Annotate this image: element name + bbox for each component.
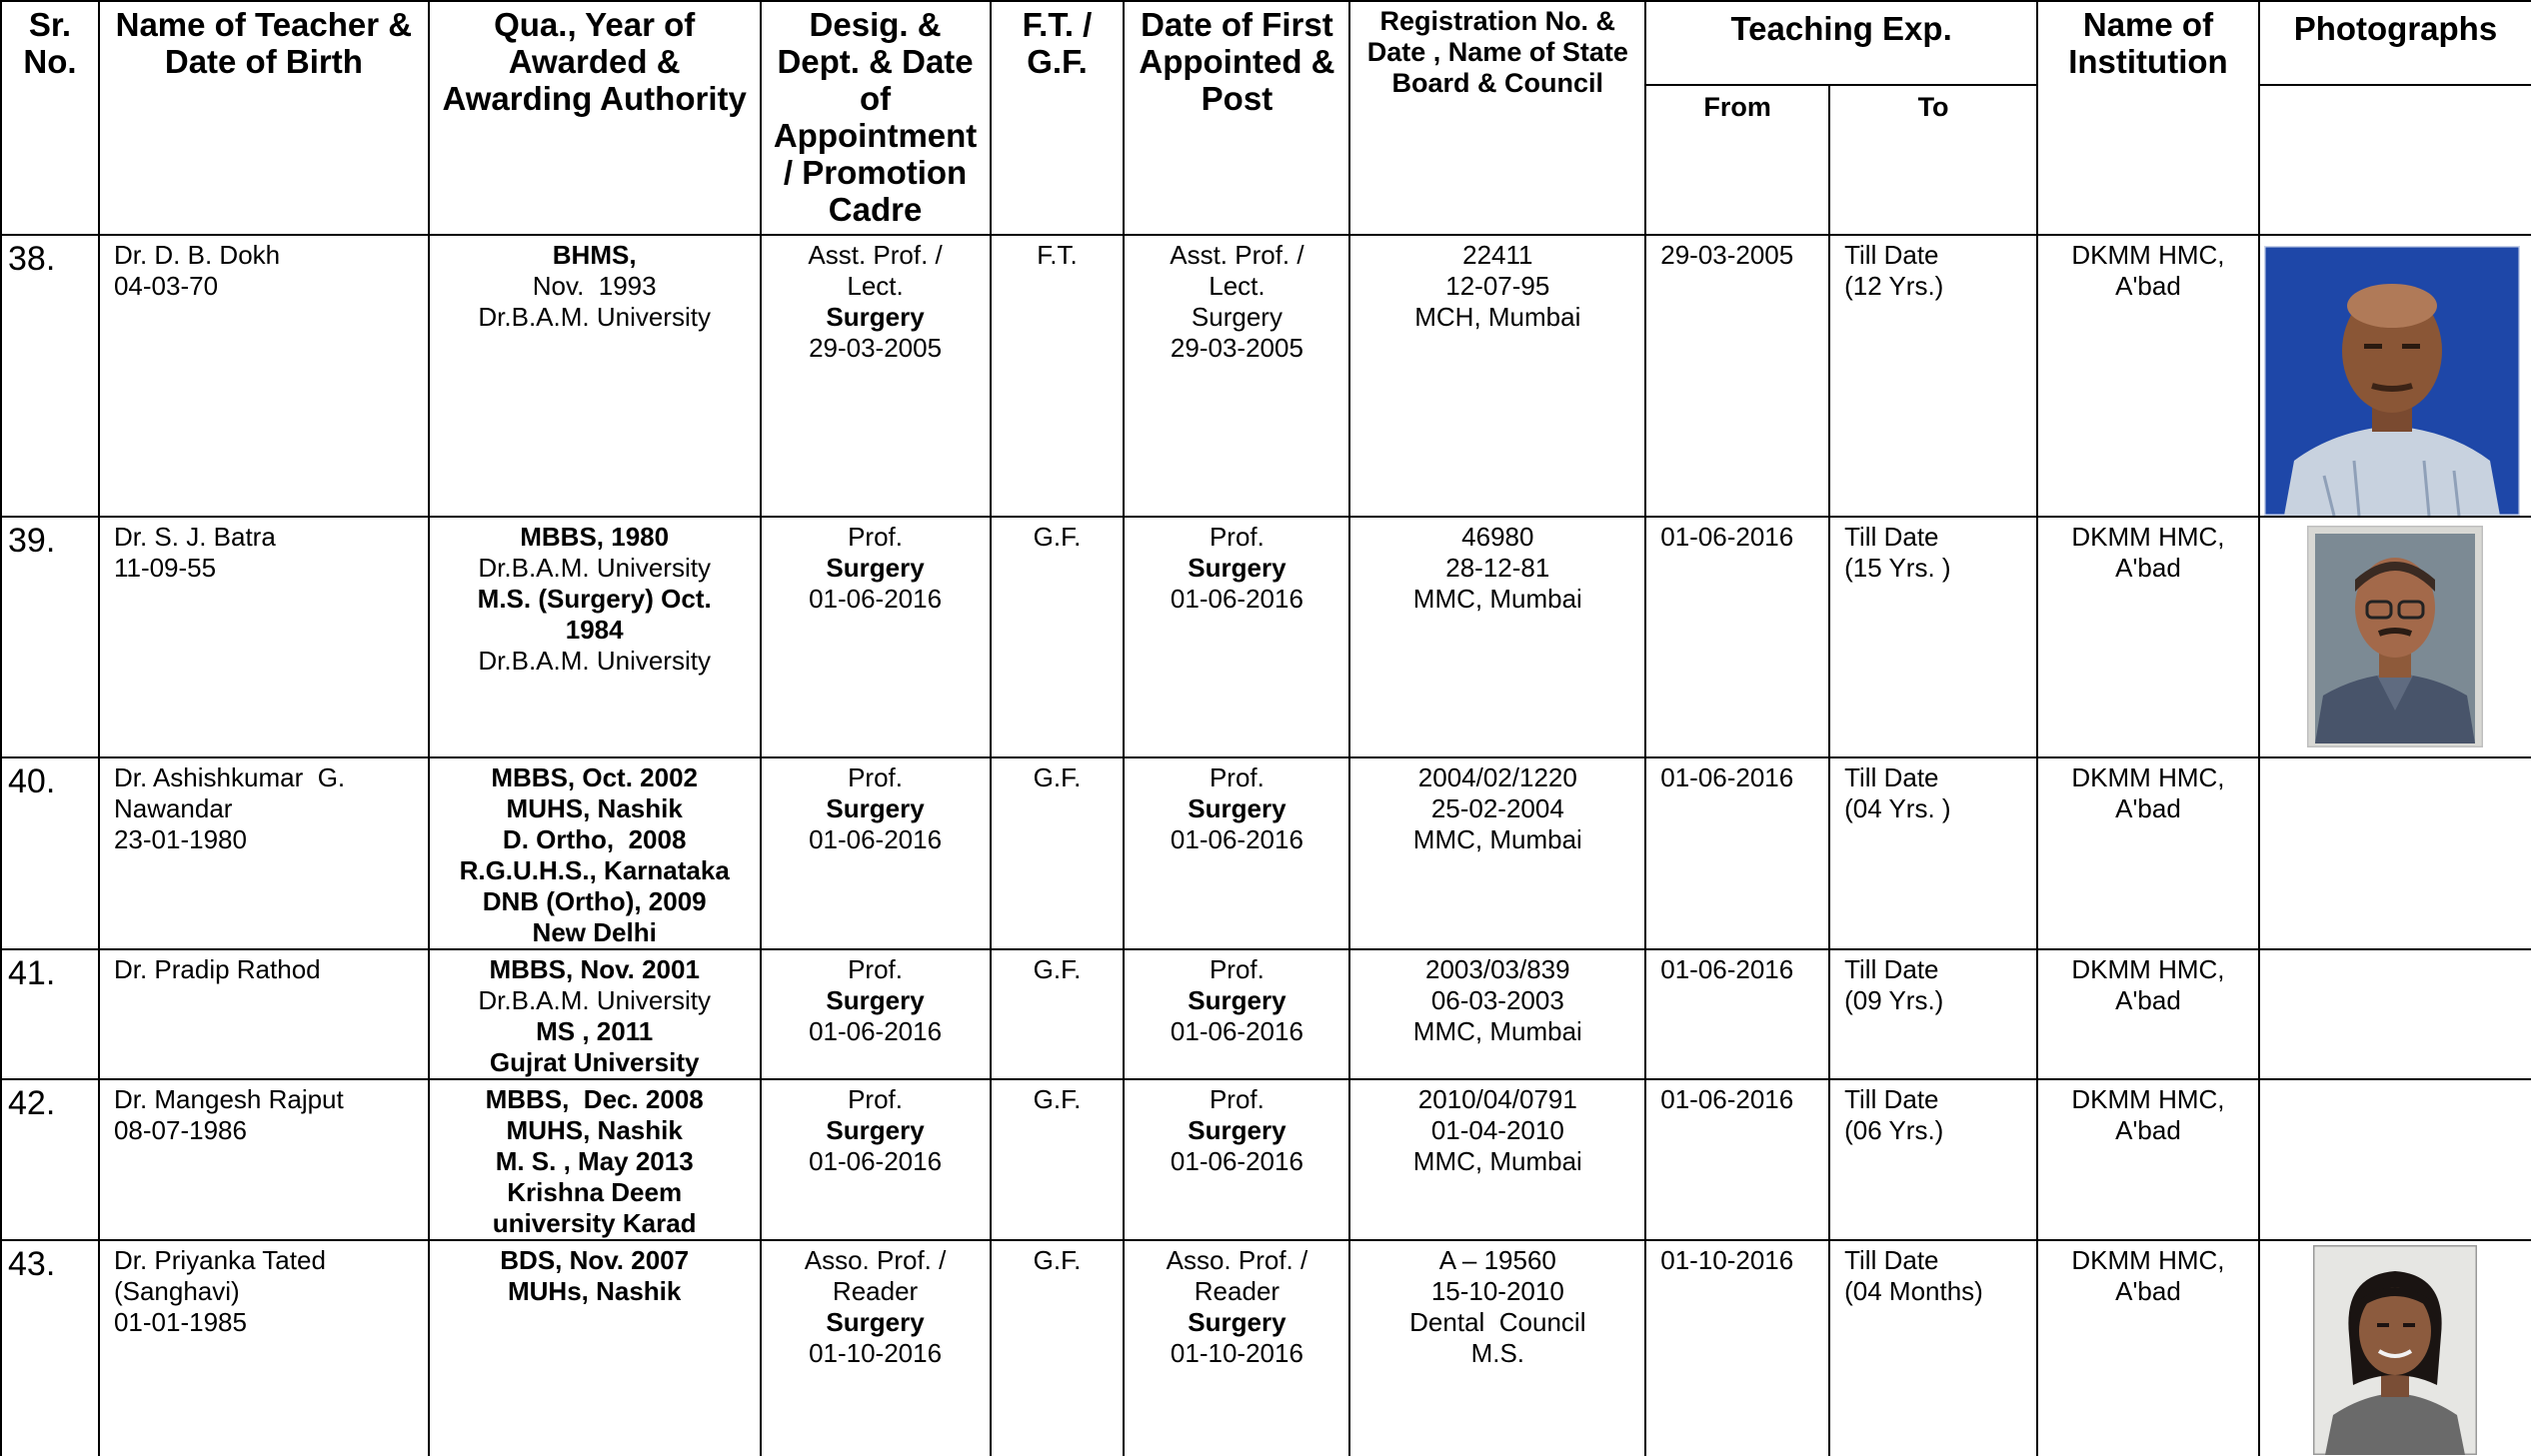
qualification-line: MS , 2011 <box>536 1016 654 1046</box>
exp-from-date: 29-03-2005 <box>1660 240 1794 270</box>
sr-no-cell <box>1 517 99 757</box>
designation-line: Surgery <box>826 1307 925 1337</box>
qualification-cell <box>429 949 761 1079</box>
sr-no-cell <box>1 235 99 517</box>
header-first-appointed <box>1124 1 1349 235</box>
first-appointed-line: Surgery <box>1188 985 1286 1015</box>
qualification-line: Krishna Deem <box>507 1177 683 1207</box>
qualification-line: R.G.U.H.S., Karnataka <box>459 855 730 885</box>
registration-line: 01-04-2010 <box>1430 1115 1564 1145</box>
designation-line: Prof. <box>848 522 904 552</box>
qualification-cell <box>429 1079 761 1240</box>
institution-cell <box>2037 1079 2259 1240</box>
exp-to-line: (06 Yrs.) <box>1844 1115 1944 1145</box>
teacher-name-line: 08-07-1986 <box>113 1115 247 1145</box>
photograph-cell <box>2259 949 2531 1079</box>
designation-cell <box>761 235 991 517</box>
first-appointed-cell <box>1124 517 1349 757</box>
institution-line: DKMM HMC, <box>2071 1245 2225 1275</box>
qualification-line: university Karad <box>492 1208 697 1238</box>
header-registration <box>1349 1 1645 235</box>
designation-cell <box>761 949 991 1079</box>
registration-line: A – 19560 <box>1438 1245 1556 1275</box>
header-photo-sub <box>2259 85 2531 235</box>
qualification-line: MUHs, Nashik <box>507 1276 682 1306</box>
qualification-line: BDS, Nov. 2007 <box>500 1245 690 1275</box>
teacher-name-cell <box>99 1240 429 1456</box>
registration-cell <box>1349 517 1645 757</box>
header-photographs <box>2259 1 2531 85</box>
registration-line: 15-10-2010 <box>1430 1276 1564 1306</box>
exp-from-date: 01-06-2016 <box>1660 762 1794 792</box>
qualification-line: MBBS, Nov. 2001 <box>489 954 700 984</box>
teacher-photo <box>2264 246 2520 516</box>
header-desig-line: / Promotion <box>783 154 968 191</box>
header-reg-line: Date , Name of State <box>1366 37 1628 67</box>
qualification-line: Dr.B.A.M. University <box>478 646 711 676</box>
header-desig-line: of <box>859 80 892 117</box>
header-desig-line: Dept. & Date <box>777 43 974 80</box>
institution-line: A'bad <box>2115 271 2181 301</box>
sr-no-cell <box>1 949 99 1079</box>
first-appointed-line: Surgery <box>1188 793 1286 823</box>
designation-line: 01-10-2016 <box>809 1338 943 1368</box>
photograph-cell <box>2259 235 2531 517</box>
exp-from-cell <box>1645 517 1829 757</box>
header-from-label: From <box>1703 92 1771 122</box>
qualification-line: 1984 <box>565 615 624 645</box>
header-first-line: Appointed & <box>1139 43 1335 80</box>
qualification-line: Dr.B.A.M. University <box>478 553 711 583</box>
registration-cell <box>1349 757 1645 949</box>
first-appointed-line: Surgery <box>1188 1307 1286 1337</box>
photograph-cell <box>2259 757 2531 949</box>
table-row <box>1 1079 2531 1240</box>
teacher-name-line: Dr. Pradip Rathod <box>113 954 321 984</box>
institution-cell <box>2037 1240 2259 1456</box>
ft-gf-cell <box>991 757 1125 949</box>
header-name-line: Date of Birth <box>164 43 363 80</box>
institution-line: A'bad <box>2115 1115 2181 1145</box>
qualification-line: New Delhi <box>532 917 657 947</box>
header-exp-to <box>1829 85 2037 235</box>
qualification-cell <box>429 235 761 517</box>
qualification-line: BHMS, <box>552 240 637 270</box>
first-appointed-cell <box>1124 949 1349 1079</box>
registration-line: MMC, Mumbai <box>1412 1146 1582 1176</box>
exp-to-line: Till Date <box>1844 240 1939 270</box>
header-photo-label: Photographs <box>2293 10 2498 47</box>
qualification-cell <box>429 1240 761 1456</box>
exp-to-cell <box>1829 517 2037 757</box>
designation-line: Asst. Prof. / <box>808 240 943 270</box>
designation-line: Prof. <box>848 1084 904 1114</box>
exp-from-cell <box>1645 1079 1829 1240</box>
exp-from-cell <box>1645 1240 1829 1456</box>
exp-to-line: Till Date <box>1844 762 1939 792</box>
header-teacher-name <box>99 1 429 235</box>
header-ft-gf <box>991 1 1125 235</box>
registration-line: MCH, Mumbai <box>1414 302 1581 332</box>
institution-line: A'bad <box>2115 793 2181 823</box>
header-name-line: Name of Teacher & <box>115 6 413 43</box>
qualification-line: MBBS, Oct. 2002 <box>491 762 698 792</box>
exp-to-line: (12 Yrs.) <box>1844 271 1944 301</box>
ft-gf-cell <box>991 517 1125 757</box>
sr-no: 40. <box>8 762 56 800</box>
first-appointed-line: Reader <box>1194 1276 1280 1306</box>
header-ftgf-line: F.T. / <box>1022 6 1093 43</box>
ft-gf-value: G.F. <box>1033 954 1082 984</box>
header-to-label: To <box>1917 92 1949 122</box>
registration-line: 2004/02/1220 <box>1417 762 1577 792</box>
table-row <box>1 757 2531 949</box>
registration-line: 28-12-81 <box>1445 553 1550 583</box>
first-appointed-cell <box>1124 1240 1349 1456</box>
exp-to-cell <box>1829 1240 2037 1456</box>
exp-from-cell <box>1645 949 1829 1079</box>
designation-cell <box>761 1240 991 1456</box>
registration-cell <box>1349 1240 1645 1456</box>
designation-line: Prof. <box>848 762 904 792</box>
exp-from-cell <box>1645 757 1829 949</box>
designation-line: Surgery <box>826 553 925 583</box>
teacher-photo <box>2307 526 2483 747</box>
institution-cell <box>2037 517 2259 757</box>
sr-no: 43. <box>8 1245 56 1283</box>
first-appointed-line: 01-06-2016 <box>1170 1016 1303 1046</box>
table-row <box>1 235 2531 517</box>
photograph-cell <box>2259 1079 2531 1240</box>
first-appointed-cell <box>1124 1079 1349 1240</box>
first-appointed-line: Asst. Prof. / <box>1170 240 1304 270</box>
first-appointed-line: 01-06-2016 <box>1170 1146 1303 1176</box>
header-qual-line: Awarding Authority <box>442 80 747 117</box>
sr-no-cell <box>1 1079 99 1240</box>
exp-from-date: 01-06-2016 <box>1660 522 1794 552</box>
first-appointed-line: Prof. <box>1209 1084 1265 1114</box>
first-appointed-line: Surgery <box>1188 553 1286 583</box>
qualification-line: MUHS, Nashik <box>506 1115 683 1145</box>
header-qual-line: Qua., Year of <box>494 6 696 43</box>
header-first-line: Date of First <box>1141 6 1333 43</box>
exp-to-cell <box>1829 235 2037 517</box>
teacher-name-cell <box>99 517 429 757</box>
teacher-name-cell <box>99 1079 429 1240</box>
qualification-line: M. S. , May 2013 <box>495 1146 694 1176</box>
header-inst-line: Name of <box>2082 6 2214 43</box>
ft-gf-cell <box>991 1240 1125 1456</box>
teacher-name-cell <box>99 235 429 517</box>
teacher-name-line: Dr. S. J. Batra <box>113 522 276 552</box>
exp-to-line: Till Date <box>1844 1084 1939 1114</box>
header-desig-line: Desig. & <box>809 6 942 43</box>
ft-gf-cell <box>991 949 1125 1079</box>
institution-line: DKMM HMC, <box>2071 1084 2225 1114</box>
registration-line: M.S. <box>1470 1338 1525 1368</box>
institution-line: DKMM HMC, <box>2071 522 2225 552</box>
designation-line: Surgery <box>826 985 925 1015</box>
designation-line: Reader <box>832 1276 919 1306</box>
sr-no: 38. <box>8 240 56 278</box>
header-reg-line: Registration No. & <box>1379 6 1616 36</box>
first-appointed-line: 01-06-2016 <box>1170 824 1303 854</box>
header-ftgf-line: G.F. <box>1027 43 1088 80</box>
designation-line: 01-06-2016 <box>809 584 943 614</box>
qualification-line: Nov. 1993 <box>532 271 657 301</box>
designation-line: Surgery <box>826 302 925 332</box>
teacher-name-line: Dr. Mangesh Rajput <box>113 1084 344 1114</box>
designation-line: Prof. <box>848 954 904 984</box>
designation-cell <box>761 1079 991 1240</box>
header-exp-from <box>1645 85 1829 235</box>
qualification-line: Dr.B.A.M. University <box>478 302 711 332</box>
institution-cell <box>2037 235 2259 517</box>
designation-line: Surgery <box>826 1115 925 1145</box>
ft-gf-value: G.F. <box>1033 1084 1082 1114</box>
header-sr-no <box>1 1 99 235</box>
qualification-line: DNB (Ortho), 2009 <box>482 886 707 916</box>
first-appointed-line: Prof. <box>1209 762 1265 792</box>
sr-no: 39. <box>8 522 56 560</box>
registration-cell <box>1349 949 1645 1079</box>
registration-line: MMC, Mumbai <box>1412 584 1582 614</box>
sr-no: 41. <box>8 954 56 992</box>
sr-no: 42. <box>8 1084 56 1122</box>
teacher-name-cell <box>99 949 429 1079</box>
teacher-name-line: Nawandar <box>113 793 233 823</box>
qualification-cell <box>429 517 761 757</box>
teacher-photo <box>2313 1245 2477 1455</box>
table-row <box>1 1240 2531 1456</box>
ft-gf-value: F.T. <box>1037 240 1078 270</box>
teacher-name-line: (Sanghavi) <box>113 1276 240 1306</box>
header-qual-line: Awarded & <box>508 43 681 80</box>
header-sr-line: Sr. <box>28 6 72 43</box>
registration-line: 12-07-95 <box>1445 271 1550 301</box>
designation-line: Surgery <box>826 793 925 823</box>
registration-line: 2003/03/839 <box>1425 954 1570 984</box>
first-appointed-line: Surgery <box>1188 1115 1286 1145</box>
exp-to-line: Till Date <box>1844 954 1939 984</box>
table-row <box>1 949 2531 1079</box>
registration-line: 2010/04/0791 <box>1417 1084 1577 1114</box>
registration-line: Dental Council <box>1409 1307 1586 1337</box>
designation-line: 01-06-2016 <box>809 1146 943 1176</box>
teacher-name-line: 11-09-55 <box>113 553 217 583</box>
institution-cell <box>2037 949 2259 1079</box>
qualification-cell <box>429 757 761 949</box>
header-desig-line: Cadre <box>828 191 923 228</box>
registration-line: 46980 <box>1461 522 1534 552</box>
institution-line: DKMM HMC, <box>2071 762 2225 792</box>
exp-from-date: 01-06-2016 <box>1660 954 1794 984</box>
teacher-name-line: 01-01-1985 <box>113 1307 247 1337</box>
institution-line: A'bad <box>2115 1276 2181 1306</box>
qualification-line: D. Ortho, 2008 <box>502 824 687 854</box>
header-sr-line: No. <box>23 43 77 80</box>
exp-to-line: (15 Yrs. ) <box>1844 553 1951 583</box>
registration-line: 06-03-2003 <box>1430 985 1564 1015</box>
ft-gf-cell <box>991 235 1125 517</box>
qualification-line: MBBS, Dec. 2008 <box>485 1084 704 1114</box>
table-row <box>1 517 2531 757</box>
exp-from-cell <box>1645 235 1829 517</box>
exp-to-cell <box>1829 1079 2037 1240</box>
sr-no-cell <box>1 1240 99 1456</box>
registration-line: 25-02-2004 <box>1430 793 1564 823</box>
first-appointed-line: Lect. <box>1209 271 1266 301</box>
header-reg-line: Board & Council <box>1391 68 1604 98</box>
first-appointed-cell <box>1124 757 1349 949</box>
teacher-name-cell <box>99 757 429 949</box>
qualification-line: M.S. (Surgery) Oct. <box>477 584 712 614</box>
exp-to-line: Till Date <box>1844 1245 1939 1275</box>
teacher-name-line: Dr. Ashishkumar G. <box>113 762 346 792</box>
designation-line: 29-03-2005 <box>809 333 943 363</box>
exp-to-line: (04 Yrs. ) <box>1844 793 1951 823</box>
institution-line: DKMM HMC, <box>2071 954 2225 984</box>
teacher-name-line: 04-03-70 <box>113 271 219 301</box>
header-desig-line: Appointment <box>773 117 978 154</box>
registration-cell <box>1349 1079 1645 1240</box>
header-institution <box>2037 1 2259 235</box>
teacher-name-line: Dr. D. B. Dokh <box>113 240 281 270</box>
institution-line: DKMM HMC, <box>2071 240 2225 270</box>
ft-gf-value: G.F. <box>1033 762 1082 792</box>
institution-line: A'bad <box>2115 985 2181 1015</box>
first-appointed-line: Prof. <box>1209 954 1265 984</box>
registration-line: MMC, Mumbai <box>1412 1016 1582 1046</box>
first-appointed-line: Surgery <box>1191 302 1282 332</box>
qualification-line: Dr.B.A.M. University <box>478 985 711 1015</box>
designation-cell <box>761 517 991 757</box>
first-appointed-line: Prof. <box>1209 522 1265 552</box>
teacher-name-line: Dr. Priyanka Tated <box>113 1245 326 1275</box>
exp-to-line: (09 Yrs.) <box>1844 985 1944 1015</box>
header-teaching-exp <box>1645 1 2037 85</box>
header-exp-label: Teaching Exp. <box>1730 10 1952 47</box>
exp-from-date: 01-10-2016 <box>1660 1245 1794 1275</box>
header-first-line: Post <box>1201 80 1273 117</box>
header-inst-line: Institution <box>2068 43 2228 80</box>
ft-gf-value: G.F. <box>1033 1245 1082 1275</box>
photograph-cell <box>2259 1240 2531 1456</box>
designation-line: Lect. <box>847 271 904 301</box>
qualification-line: MBBS, 1980 <box>520 522 670 552</box>
ft-gf-value: G.F. <box>1033 522 1082 552</box>
qualification-line: Gujrat University <box>489 1047 700 1077</box>
exp-from-date: 01-06-2016 <box>1660 1084 1794 1114</box>
exp-to-line: Till Date <box>1844 522 1939 552</box>
exp-to-line: (04 Months) <box>1844 1276 1983 1306</box>
qualification-line: MUHS, Nashik <box>506 793 683 823</box>
registration-line: MMC, Mumbai <box>1412 824 1582 854</box>
exp-to-cell <box>1829 949 2037 1079</box>
registration-line: 22411 <box>1462 240 1533 270</box>
header-qualification <box>429 1 761 235</box>
institution-line: A'bad <box>2115 553 2181 583</box>
designation-line: 01-06-2016 <box>809 824 943 854</box>
institution-cell <box>2037 757 2259 949</box>
photograph-cell <box>2259 517 2531 757</box>
registration-cell <box>1349 235 1645 517</box>
designation-line: Asso. Prof. / <box>804 1245 947 1275</box>
first-appointed-line: 01-10-2016 <box>1170 1338 1303 1368</box>
designation-line: 01-06-2016 <box>809 1016 943 1046</box>
first-appointed-cell <box>1124 235 1349 517</box>
designation-cell <box>761 757 991 949</box>
ft-gf-cell <box>991 1079 1125 1240</box>
teacher-name-line: 23-01-1980 <box>113 824 247 854</box>
exp-to-cell <box>1829 757 2037 949</box>
first-appointed-line: 29-03-2005 <box>1170 333 1303 363</box>
first-appointed-line: Asso. Prof. / <box>1166 1245 1308 1275</box>
header-designation <box>761 1 991 235</box>
first-appointed-line: 01-06-2016 <box>1170 584 1303 614</box>
sr-no-cell <box>1 757 99 949</box>
